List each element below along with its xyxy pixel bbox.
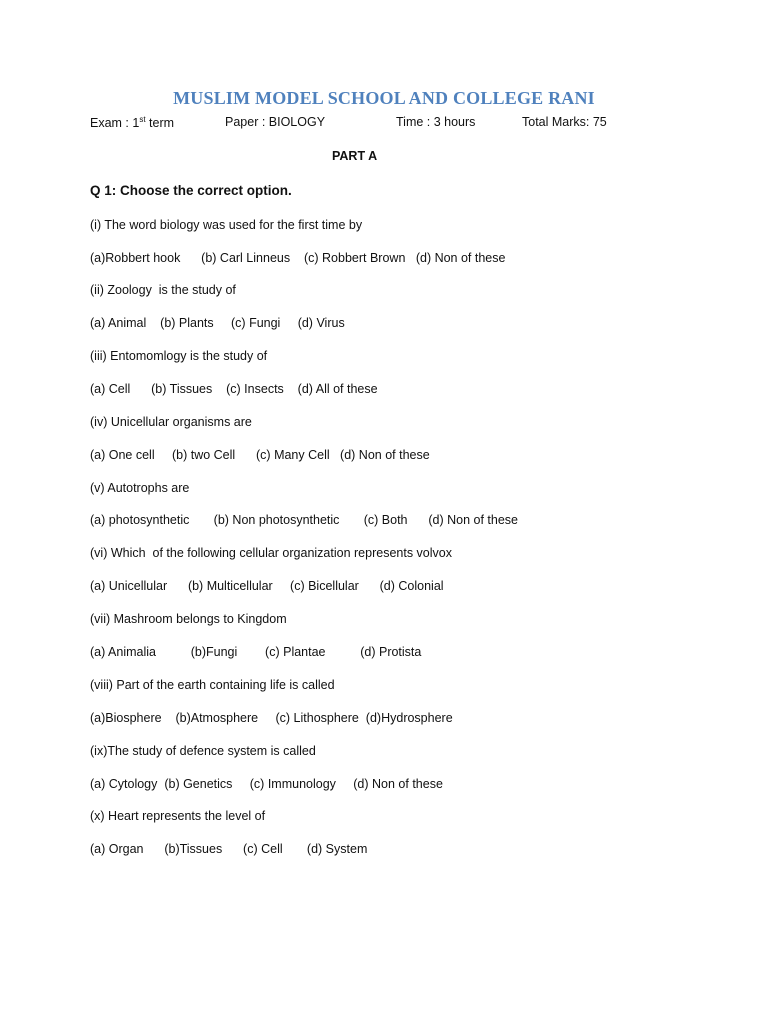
school-title: MUSLIM MODEL SCHOOL AND COLLEGE RANI bbox=[173, 88, 595, 108]
question-line: (iv) Unicellular organisms are bbox=[90, 415, 252, 429]
exam-meta-row bbox=[0, 115, 768, 133]
question-line: (v) Autotrophs are bbox=[90, 481, 190, 495]
exam-term-prefix: Exam : 1 bbox=[90, 116, 140, 130]
question-line: (vii) Mashroom belongs to Kingdom bbox=[90, 612, 287, 626]
question-line: (ii) Zoology is the study of bbox=[90, 283, 236, 297]
question-line: (iii) Entomomlogy is the study of bbox=[90, 349, 268, 363]
question-line: (vi) Which of the following cellular organization represents volvox bbox=[90, 546, 452, 560]
options-line: (a) Organ (b)Tissues (c) Cell (d) System bbox=[90, 842, 368, 856]
exam-total-marks: Total Marks: 75 bbox=[522, 115, 607, 129]
question-heading: Q 1: Choose the correct option. bbox=[90, 183, 292, 198]
question-line: (x) Heart represents the level of bbox=[90, 809, 266, 823]
question-line: (viii) Part of the earth containing life is called bbox=[90, 678, 335, 692]
options-line: (a)Biosphere (b)Atmosphere (c) Lithosphere (d)Hydrosphere bbox=[90, 711, 453, 725]
options-line: (a) Unicellular (b) Multicellular (c) Bicellular (d) Colonial bbox=[90, 579, 444, 593]
options-line: (a) Animal (b) Plants (c) Fungi (d) Virus bbox=[90, 316, 345, 330]
question-line: (ix)The study of defence system is called bbox=[90, 744, 316, 758]
exam-time: Time : 3 hours bbox=[396, 115, 476, 129]
options-line: (a) Cytology (b) Genetics (c) Immunology (d) Non of these bbox=[90, 777, 443, 791]
options-line: (a)Robbert hook (b) Carl Linneus (c) Robbert Brown (d) Non of these bbox=[90, 251, 506, 265]
exam-term bbox=[90, 115, 174, 130]
question-line: (i) The word biology was used for the first time by bbox=[90, 218, 363, 232]
exam-paper: Paper : BIOLOGY bbox=[225, 115, 326, 129]
options-line: (a) One cell (b) two Cell (c) Many Cell (d) Non of these bbox=[90, 448, 430, 462]
options-line: (a) Cell (b) Tissues (c) Insects (d) All of these bbox=[90, 382, 378, 396]
part-heading: PART A bbox=[332, 149, 378, 163]
exam-term-ordinal: st bbox=[139, 115, 146, 124]
options-line: (a) photosynthetic (b) Non photosynthetic (c) Both (d) Non of these bbox=[90, 513, 518, 527]
options-line: (a) Animalia (b)Fungi (c) Plantae (d) Protista bbox=[90, 645, 422, 659]
exam-term-suffix: term bbox=[145, 116, 175, 130]
